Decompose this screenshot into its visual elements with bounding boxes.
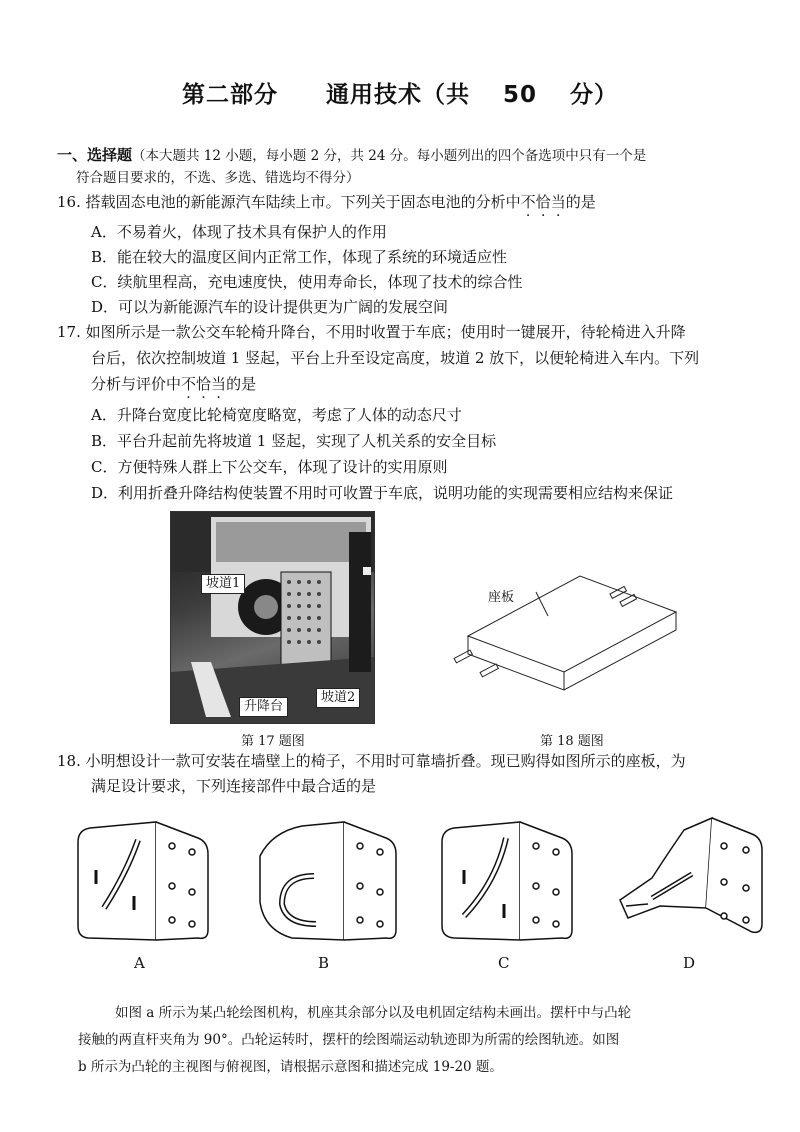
option-16c: C．续航里程高，充电速度快，使用寿命长，体现了技术的综合性 xyxy=(91,273,523,291)
option-17d: D．利用折叠升降结构使装置不用时可收置于车底，说明功能的实现需要相应结构来保证 xyxy=(91,484,674,502)
question-stem-end: 的是 xyxy=(565,193,596,211)
option-17a: A．升降台宽度比轮椅宽度略宽，考虑了人体的动态尺寸 xyxy=(91,406,462,424)
bracket-b-drawing xyxy=(252,812,402,947)
bracket-option-d: D xyxy=(683,954,696,972)
emphasis-char: 不 xyxy=(181,375,197,393)
section-instructions-cont: 符合题目要求的，不选、多选、错选均不得分） xyxy=(76,170,360,186)
question-stem-end: 的是 xyxy=(226,375,257,393)
section-heading: 一、选择题 xyxy=(57,146,133,164)
option-16b: B．能在较大的温度区间内正常工作，体现了系统的环境适应性 xyxy=(91,248,508,266)
label-platform: 升降台 xyxy=(239,697,288,717)
question-stem: 搭载固态电池的新能源汽车陆续上市。下列关于固态电池的分析中 xyxy=(85,193,521,211)
label-seat-board: 座板 xyxy=(488,590,515,605)
question-18-stem-1 xyxy=(57,751,686,771)
emphasis-char: 恰 xyxy=(535,193,551,211)
section-heading-line xyxy=(57,145,646,166)
figure-17-caption: 第 17 题图 xyxy=(241,734,305,749)
bracket-option-b: B xyxy=(318,954,330,972)
emphasis-char: 当 xyxy=(550,193,566,211)
intro-line-2: 接触的两直杆夹角为 90°。凸轮运转时，摆杆的绘图端运动轨迹即为所需的绘图轨迹。如图 xyxy=(78,1032,620,1048)
figure-18-caption: 第 18 题图 xyxy=(540,734,604,749)
label-ramp-1: 坡道1 xyxy=(201,574,245,594)
question-18-stem-2: 满足设计要求，下列连接部件中最合适的是 xyxy=(91,777,377,795)
option-16a: A．不易着火，体现了技术具有保护人的作用 xyxy=(91,223,387,241)
question-stem: 分析与评价中 xyxy=(91,375,182,393)
bracket-option-c: C xyxy=(498,954,510,972)
bracket-d-drawing xyxy=(612,806,772,946)
label-ramp-2: 坡道2 xyxy=(316,688,360,708)
intro-line-1: 如图 a 所示为某凸轮绘图机构，机座其余部分以及电机固定结构未画出。摆杆中与凸轮 xyxy=(115,1005,632,1021)
section-instructions: （本大题共 12 小题，每小题 2 分，共 24 分。每小题列出的四个备选项中只有一个是 xyxy=(132,148,647,164)
intro-line-3: b 所示为凸轮的主视图与俯视图，请根据示意图和描述完成 19-20 题。 xyxy=(78,1059,503,1075)
question-17-stem-1 xyxy=(57,322,686,342)
question-number: 18. xyxy=(57,752,81,770)
page-title: 第二部分 通用技术（共 50 分） xyxy=(181,82,619,108)
emphasis-char: 恰 xyxy=(196,375,212,393)
bracket-c-drawing xyxy=(434,812,584,947)
question-number: 17. xyxy=(57,323,81,341)
question-16-stem xyxy=(57,192,596,212)
question-stem: 如图所示是一款公交车轮椅升降台，不用时收置于车底；使用时一键展开，待轮椅进入升降 xyxy=(85,323,686,341)
question-17-stem-2: 台后，依次控制坡道 1 竖起，平台上升至设定高度，坡道 2 放下，以便轮椅进入车内。下列 xyxy=(91,349,700,367)
bracket-option-a: A xyxy=(134,954,145,972)
option-17c: C．方便特殊人群上下公交车，体现了设计的实用原则 xyxy=(91,458,448,476)
option-17b: B．平台升起前先将坡道 1 竖起，实现了人机关系的安全目标 xyxy=(91,432,497,450)
question-17-stem-3 xyxy=(91,374,256,394)
question-stem: 小明想设计一款可安装在墙壁上的椅子，不用时可靠墙折叠。现已购得如图所示的座板，为 xyxy=(85,752,686,770)
seat-board-drawing xyxy=(440,560,700,710)
emphasis-char: 当 xyxy=(211,375,227,393)
question-number: 16. xyxy=(57,193,81,211)
wheelchair-lift-photo xyxy=(170,511,375,724)
emphasis-char: 不 xyxy=(520,193,536,211)
bracket-a-drawing xyxy=(68,812,218,947)
option-16d: D．可以为新能源汽车的设计提供更为广阔的发展空间 xyxy=(91,298,449,316)
